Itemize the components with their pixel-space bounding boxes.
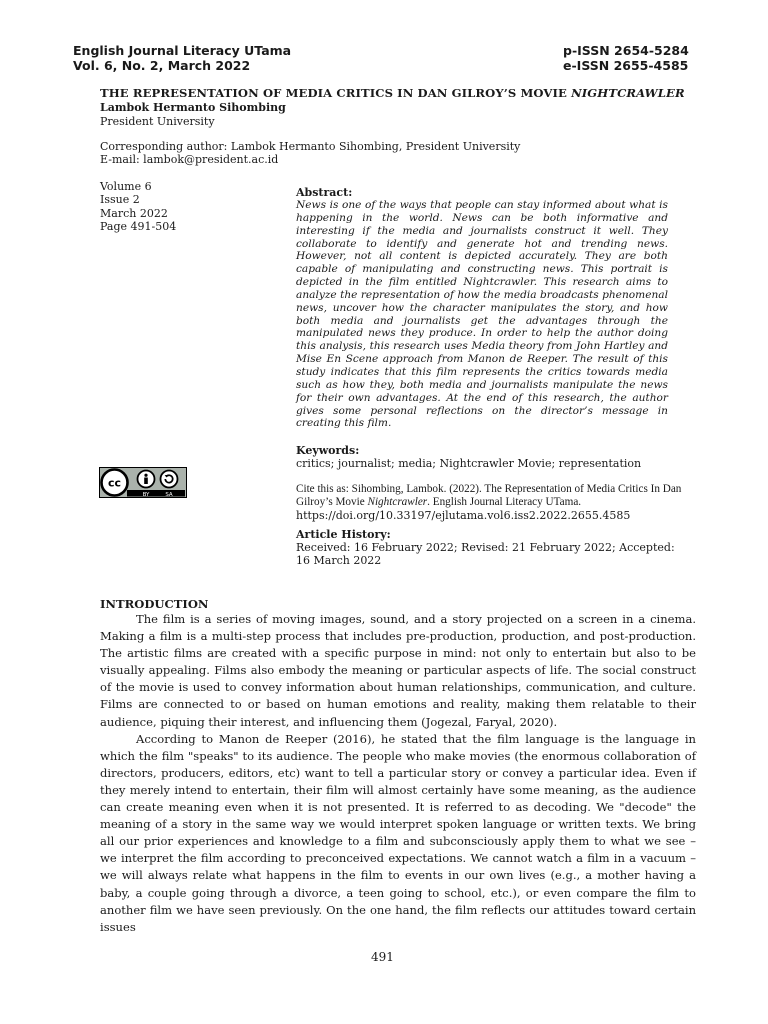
abstract-text: News is one of the ways that people can stay informed about what is happening in the world. News can be both informative and interesting if the media and journalists construct it well. They collaborate to identify and generate hot and trending news. However, not all content is depicted accurately. They are both capable of manipulating and constructing news. This portrait is depicted in the film entitled Nightcrawler. This research aims to analyze the representation of how the media broadcasts phenomenal news, uncover how the character manipulates the story, and how both media and journalists get the advantages through the manipulated news they produce. In order to help the author doing this analysis, this research uses Media theory from John Hartley and Mise En Scene approach from Manon de Reeper. The result of this study indicates that this film represents the critics towards media such as how they, both media and journalists manipulate the news for their own advantages. At the end of this research, the author gives some personal reflections on the director’s message in creating this film.	[296, 199, 668, 430]
issue-date: March 2022	[100, 206, 168, 220]
journal-name: English Journal Literacy UTama	[73, 43, 292, 58]
svg-text:cc: cc	[107, 476, 122, 490]
paper-title	[100, 86, 685, 100]
license-sa-text: SA	[165, 492, 173, 498]
issue-volume: Volume 6	[100, 180, 152, 193]
article-history-label: Article History:	[296, 528, 391, 541]
cite-film: Nightcrawler	[367, 496, 428, 509]
keywords-text: critics; journalist; media; Nightcrawler Movie; representation	[296, 457, 642, 470]
author-email: E-mail: lambok@president.ac.id	[100, 153, 279, 166]
journal-header-right	[563, 43, 689, 73]
cite-suffix: . English Journal Literacy UTama.	[427, 496, 582, 509]
doi-link[interactable]: https://doi.org/10.33197/ejlutama.vol6.iss2.2022.2655.4585	[296, 509, 631, 523]
abstract-label: Abstract:	[296, 186, 353, 199]
introduction-paragraph-1: The film is a series of moving images, sound, and a story projected on a screen in a cinema. Making a film is a multi-step process that includes pre-production, production, and post-production. The artistic films are created with a specific purpose in mind: not only to entertain but also to be visually appealing. Films also embody the meaning or particular aspects of life. The social construct of the movie is used to convey information about human relationships, communication, and culture. Films are connected to or based on human emotions and reality, making them relatable to their audience, piquing their interest, and influencing them (Jogezal, Faryal, 2020).	[100, 612, 696, 729]
journal-volume-line: Vol. 6, No. 2, March 2022	[73, 58, 251, 73]
keywords-label: Keywords:	[296, 444, 360, 457]
issue-info	[100, 180, 176, 234]
introduction-heading: INTRODUCTION	[100, 597, 209, 611]
corresponding-author: Corresponding author: Lambok Hermanto Sihombing, President University	[100, 140, 521, 153]
corresponding-block	[100, 140, 520, 166]
article-history-text: Received: 16 February 2022; Revised: 21 February 2022; Accepted: 16 March 2022	[296, 541, 675, 567]
author-affiliation: President University	[100, 115, 215, 128]
electronic-issn: e-ISSN 2655-4585	[563, 58, 689, 73]
author-name: Lambok Hermanto Sihombing	[100, 101, 286, 114]
creative-commons-by-sa-icon	[99, 467, 187, 498]
issue-pages: Page 491-504	[100, 220, 177, 234]
cite-prefix: Cite this as: Sihombing, Lambok. (2022). The Representation of Media Critics In Dan Gilroy’s Movie	[296, 483, 682, 509]
license-by-text: BY	[142, 492, 150, 498]
page-number: 491	[371, 950, 394, 964]
issue-number: Issue 2	[100, 193, 140, 207]
print-issn: p-ISSN 2654-5284	[563, 43, 689, 58]
paper-title-film: NIGHTCRAWLER	[571, 86, 685, 100]
paper-title-main: THE REPRESENTATION OF MEDIA CRITICS IN DAN GILROY’S MOVIE	[100, 86, 572, 100]
cite-block	[296, 483, 696, 524]
journal-header-left	[73, 43, 291, 73]
introduction-body	[100, 611, 696, 936]
introduction-paragraph-2: According to Manon de Reeper (2016), he stated that the film language is the language in which the film "speaks" to its audience. The people who make movies (the enormous collaboration of directors, producers, editors, etc) want to tell a particular story or convey a particular idea. Even if they merely intend to entertain, their film will almost certainly have some meaning, as the audience can create meaning even when it is not presented. It is referred to as decoding. We "decode" the meaning of a story in the same way we would interpret spoken language or written texts. We bring all our prior experiences and knowledge to a film and subconsciously apply them to what we see – we interpret the film according to preconceived expectations. We cannot watch a film in a vacuum – we will always relate what happens in the film to events in our own lives (e.g., a mother having a baby, a couple going through a divorce, a teen going to school, etc.), or even compare the film to another film we have seen previously. On the one hand, the film reflects our attitudes toward certain issues	[100, 731, 696, 934]
